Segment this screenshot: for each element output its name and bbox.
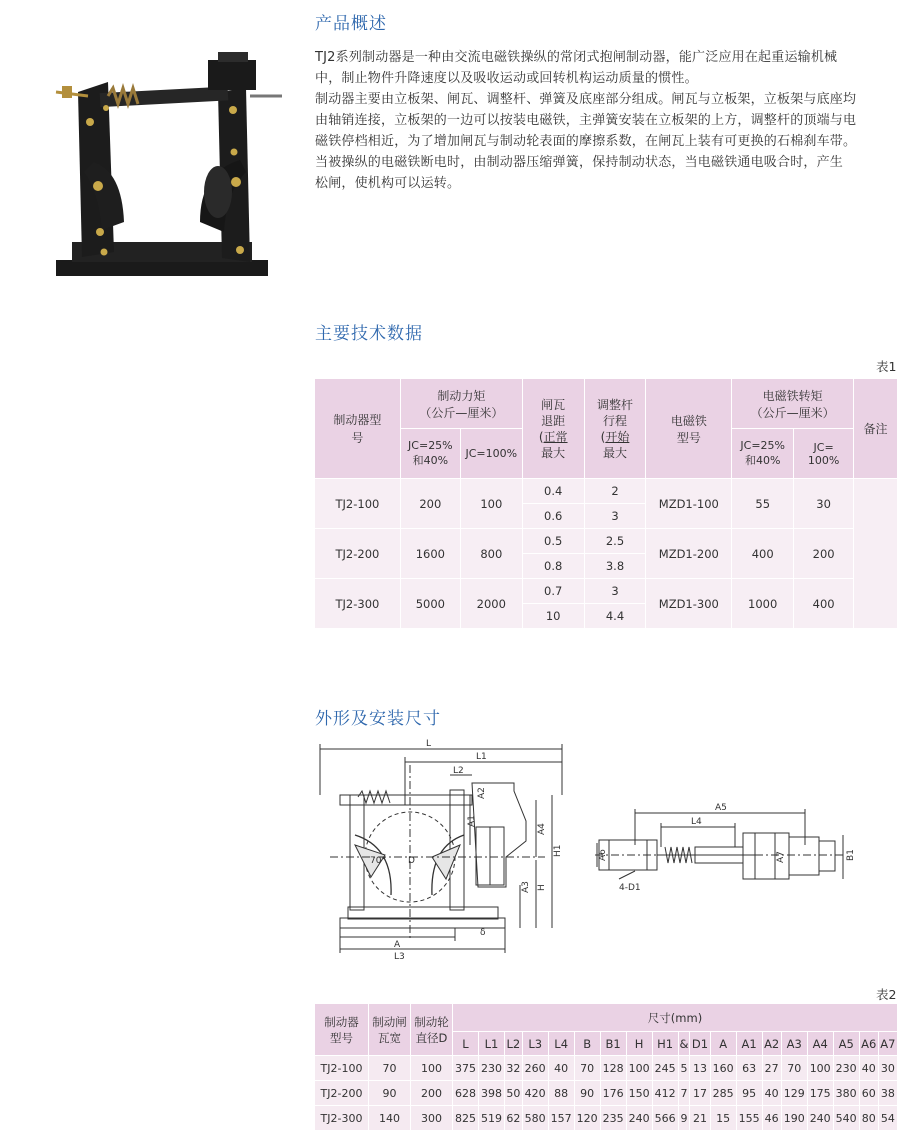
cell-dim-width: 90 — [369, 1081, 411, 1106]
th-dim-col: A4 — [807, 1032, 833, 1056]
cell-shoe: 0.8 — [522, 554, 584, 579]
dim-angle: 70° — [370, 856, 386, 866]
th-dim-size: 尺寸(mm) — [453, 1004, 898, 1032]
cell-dim-value: 40 — [859, 1056, 878, 1081]
cell-m25: 400 — [732, 529, 794, 579]
cell-dim-value: 100 — [626, 1056, 652, 1081]
cell-dim-value: 240 — [807, 1106, 833, 1131]
dim-L: L — [426, 739, 432, 749]
cell-dim-value: 54 — [878, 1106, 897, 1131]
cell-rod: 3.8 — [584, 554, 646, 579]
cell-dim-value: 380 — [833, 1081, 859, 1106]
cell-shoe: 0.6 — [522, 504, 584, 529]
th-mtorque: 电磁铁转矩 （公斤—厘米） — [732, 379, 854, 429]
cell-dim-value: 230 — [833, 1056, 859, 1081]
th-dim-col: L — [453, 1032, 479, 1056]
cell-rod: 3 — [584, 504, 646, 529]
dim-L2: L2 — [453, 766, 464, 776]
cell-dim-value: 32 — [504, 1056, 522, 1081]
cell-dim-value: 129 — [781, 1081, 807, 1106]
dim-A3: A3 — [521, 881, 531, 893]
cell-rod: 2 — [584, 479, 646, 504]
cell-dim-value: 420 — [522, 1081, 548, 1106]
cell-shoe: 0.4 — [522, 479, 584, 504]
cell-dim-width: 70 — [369, 1056, 411, 1081]
cell-dim-value: 38 — [878, 1081, 897, 1106]
cell-dim-value: 245 — [652, 1056, 678, 1081]
th-remark: 备注 — [854, 379, 898, 479]
th-dim-col: H — [626, 1032, 652, 1056]
top-view-drawing — [595, 795, 865, 905]
cell-dim-value: 398 — [478, 1081, 504, 1106]
dim-H: H — [537, 884, 547, 891]
cell-dim-model: TJ2-100 — [315, 1056, 369, 1081]
cell-dim-value: 128 — [600, 1056, 626, 1081]
overview-text — [315, 47, 905, 194]
overview-line: 制动器主要由立板架、闸瓦、调整杆、弹簧及底座部分组成。闸瓦与立板架，立板架与底座均 — [315, 92, 857, 107]
dim-L4: L4 — [691, 817, 702, 827]
cell-dim-dia: 200 — [411, 1081, 453, 1106]
th-dim-col: A3 — [781, 1032, 807, 1056]
cell-dim-value: 5 — [678, 1056, 690, 1081]
th-dim-dia: 制动轮 直径D — [411, 1004, 453, 1056]
cell-dim-value: 9 — [678, 1106, 690, 1131]
cell-dim-value: 230 — [478, 1056, 504, 1081]
dim-D: D — [408, 856, 415, 866]
spec-table — [314, 378, 898, 629]
cell-dim-value: 40 — [762, 1081, 781, 1106]
th-dim-model: 制动器 型号 — [315, 1004, 369, 1056]
cell-dim-value: 15 — [710, 1106, 736, 1131]
cell-rod: 2.5 — [584, 529, 646, 554]
cell-dim-value: 120 — [574, 1106, 600, 1131]
cell-dim-value: 260 — [522, 1056, 548, 1081]
cell-rod: 3 — [584, 579, 646, 604]
overview-title: 产品概述 — [315, 14, 387, 34]
cell-dim-model: TJ2-300 — [315, 1106, 369, 1131]
cell-dim-value: 175 — [807, 1081, 833, 1106]
cell-dim-value: 70 — [781, 1056, 807, 1081]
cell-t100: 800 — [460, 529, 522, 579]
cell-dim-width: 140 — [369, 1106, 411, 1131]
cell-dim-value: 62 — [504, 1106, 522, 1131]
th-model: 制动器型号 — [315, 379, 401, 479]
dim-A2: A2 — [477, 787, 487, 799]
cell-dim-value: 90 — [574, 1081, 600, 1106]
dim-A7: A7 — [776, 851, 786, 863]
cell-m100: 400 — [794, 579, 854, 629]
cell-dim-value: 580 — [522, 1106, 548, 1131]
th-dim-col: A6 — [859, 1032, 878, 1056]
cell-dim-value: 285 — [710, 1081, 736, 1106]
cell-dim-value: 176 — [600, 1081, 626, 1106]
cell-t100: 2000 — [460, 579, 522, 629]
th-jc100: JC=100% — [460, 429, 522, 479]
th-dim-width: 制动闸 瓦宽 — [369, 1004, 411, 1056]
th-dim-col: A — [710, 1032, 736, 1056]
cell-t25: 200 — [400, 479, 460, 529]
cell-dim-value: 60 — [859, 1081, 878, 1106]
cell-model: TJ2-100 — [315, 479, 401, 529]
product-photo — [50, 52, 285, 282]
th-magnet: 电磁铁 型号 — [646, 379, 732, 479]
front-view-drawing — [300, 735, 590, 960]
cell-dim-value: 825 — [453, 1106, 479, 1131]
dim-A5: A5 — [715, 803, 727, 813]
cell-dim-value: 80 — [859, 1106, 878, 1131]
cell-dim-value: 190 — [781, 1106, 807, 1131]
th-dim-col: A7 — [878, 1032, 897, 1056]
dim-H1: H1 — [553, 844, 563, 857]
cell-dim-value: 412 — [652, 1081, 678, 1106]
cell-shoe: 10 — [522, 604, 584, 629]
cell-dim-value: 100 — [807, 1056, 833, 1081]
cell-dim-value: 540 — [833, 1106, 859, 1131]
cell-dim-value: 27 — [762, 1056, 781, 1081]
th-mjc25: JC=25% 和40% — [732, 429, 794, 479]
cell-dim-value: 519 — [478, 1106, 504, 1131]
cell-t25: 1600 — [400, 529, 460, 579]
cell-dim-value: 95 — [736, 1081, 762, 1106]
cell-dim-value: 240 — [626, 1106, 652, 1131]
overview-line: 松闸，使机构可以运转。 — [315, 176, 461, 191]
th-jc25: JC=25% 和40% — [400, 429, 460, 479]
th-dim-col: B — [574, 1032, 600, 1056]
th-dim-col: D1 — [690, 1032, 710, 1056]
cell-m25: 1000 — [732, 579, 794, 629]
cell-model: TJ2-300 — [315, 579, 401, 629]
cell-t25: 5000 — [400, 579, 460, 629]
th-shoe: 闸瓦 退距 (正常 最大 — [522, 379, 584, 479]
cell-dim-model: TJ2-200 — [315, 1081, 369, 1106]
overview-line: 中，制止物件升降速度以及吸收运动或回转机构运动质量的惯性。 — [315, 71, 698, 86]
th-dim-col: & — [678, 1032, 690, 1056]
dim-A6: A6 — [598, 849, 608, 861]
overview-line: TJ2系列制动器是一种由交流电磁铁操纵的常闭式抱闸制动器，能广泛应用在起重运输机械 — [315, 50, 838, 65]
cell-dim-value: 235 — [600, 1106, 626, 1131]
th-dim-col: B1 — [600, 1032, 626, 1056]
cell-m100: 200 — [794, 529, 854, 579]
th-dim-col: A2 — [762, 1032, 781, 1056]
th-dim-col: A1 — [736, 1032, 762, 1056]
dim-L3: L3 — [394, 952, 405, 960]
cell-shoe: 0.5 — [522, 529, 584, 554]
th-dim-col: L3 — [522, 1032, 548, 1056]
overview-line: 当被操纵的电磁铁断电时，由制动器压缩弹簧，保持制动状态，当电磁铁通电吸合时，产生 — [315, 155, 844, 170]
table2-label: 表2 — [876, 987, 897, 1002]
dim-A1: A1 — [467, 815, 477, 827]
cell-dim-value: 30 — [878, 1056, 897, 1081]
th-dim-col: L1 — [478, 1032, 504, 1056]
cell-dim-value: 157 — [548, 1106, 574, 1131]
cell-model: TJ2-200 — [315, 529, 401, 579]
cell-dim-dia: 100 — [411, 1056, 453, 1081]
cell-dim-value: 50 — [504, 1081, 522, 1106]
th-dim-col: L2 — [504, 1032, 522, 1056]
cell-dim-value: 40 — [548, 1056, 574, 1081]
cell-dim-value: 150 — [626, 1081, 652, 1106]
cell-dim-value: 63 — [736, 1056, 762, 1081]
dims-title: 外形及安装尺寸 — [315, 709, 441, 729]
cell-dim-value: 88 — [548, 1081, 574, 1106]
dim-4D1: 4-D1 — [619, 883, 641, 893]
dim-delta: δ — [480, 928, 486, 938]
dim-L1: L1 — [476, 752, 487, 762]
cell-dim-value: 566 — [652, 1106, 678, 1131]
cell-m100: 30 — [794, 479, 854, 529]
cell-dim-value: 375 — [453, 1056, 479, 1081]
overview-line: 由轴销连接，立板架的一边可以按装电磁铁，主弹簧安装在立板架的上方，调整杆的顶端与电 — [315, 113, 857, 128]
cell-magnet: MZD1-200 — [646, 529, 732, 579]
th-dim-col: H1 — [652, 1032, 678, 1056]
cell-dim-value: 628 — [453, 1081, 479, 1106]
cell-magnet: MZD1-100 — [646, 479, 732, 529]
dim-B1: B1 — [846, 849, 856, 861]
th-dim-col: A5 — [833, 1032, 859, 1056]
cell-dim-value: 17 — [690, 1081, 710, 1106]
cell-dim-value: 160 — [710, 1056, 736, 1081]
cell-shoe: 0.7 — [522, 579, 584, 604]
cell-dim-value: 70 — [574, 1056, 600, 1081]
spec-title: 主要技术数据 — [315, 324, 423, 344]
th-mjc100: JC= 100% — [794, 429, 854, 479]
th-rod: 调整杆 行程 (开始 最大 — [584, 379, 646, 479]
cell-dim-value: 7 — [678, 1081, 690, 1106]
dim-A: A — [394, 940, 401, 950]
cell-dim-value: 155 — [736, 1106, 762, 1131]
table1-label: 表1 — [876, 359, 897, 374]
th-torque: 制动力矩 （公斤—厘米） — [400, 379, 522, 429]
cell-dim-value: 21 — [690, 1106, 710, 1131]
cell-m25: 55 — [732, 479, 794, 529]
overview-line: 磁铁停档相近，为了增加闸瓦与制动轮表面的摩擦系数，在闸瓦上装有可更换的石棉刹车带。 — [315, 134, 857, 149]
dims-table — [314, 1003, 898, 1131]
cell-remark — [854, 479, 898, 629]
cell-rod: 4.4 — [584, 604, 646, 629]
cell-dim-dia: 300 — [411, 1106, 453, 1131]
dim-A4: A4 — [537, 823, 547, 835]
cell-dim-value: 46 — [762, 1106, 781, 1131]
cell-magnet: MZD1-300 — [646, 579, 732, 629]
th-dim-col: L4 — [548, 1032, 574, 1056]
cell-dim-value: 13 — [690, 1056, 710, 1081]
cell-t100: 100 — [460, 479, 522, 529]
